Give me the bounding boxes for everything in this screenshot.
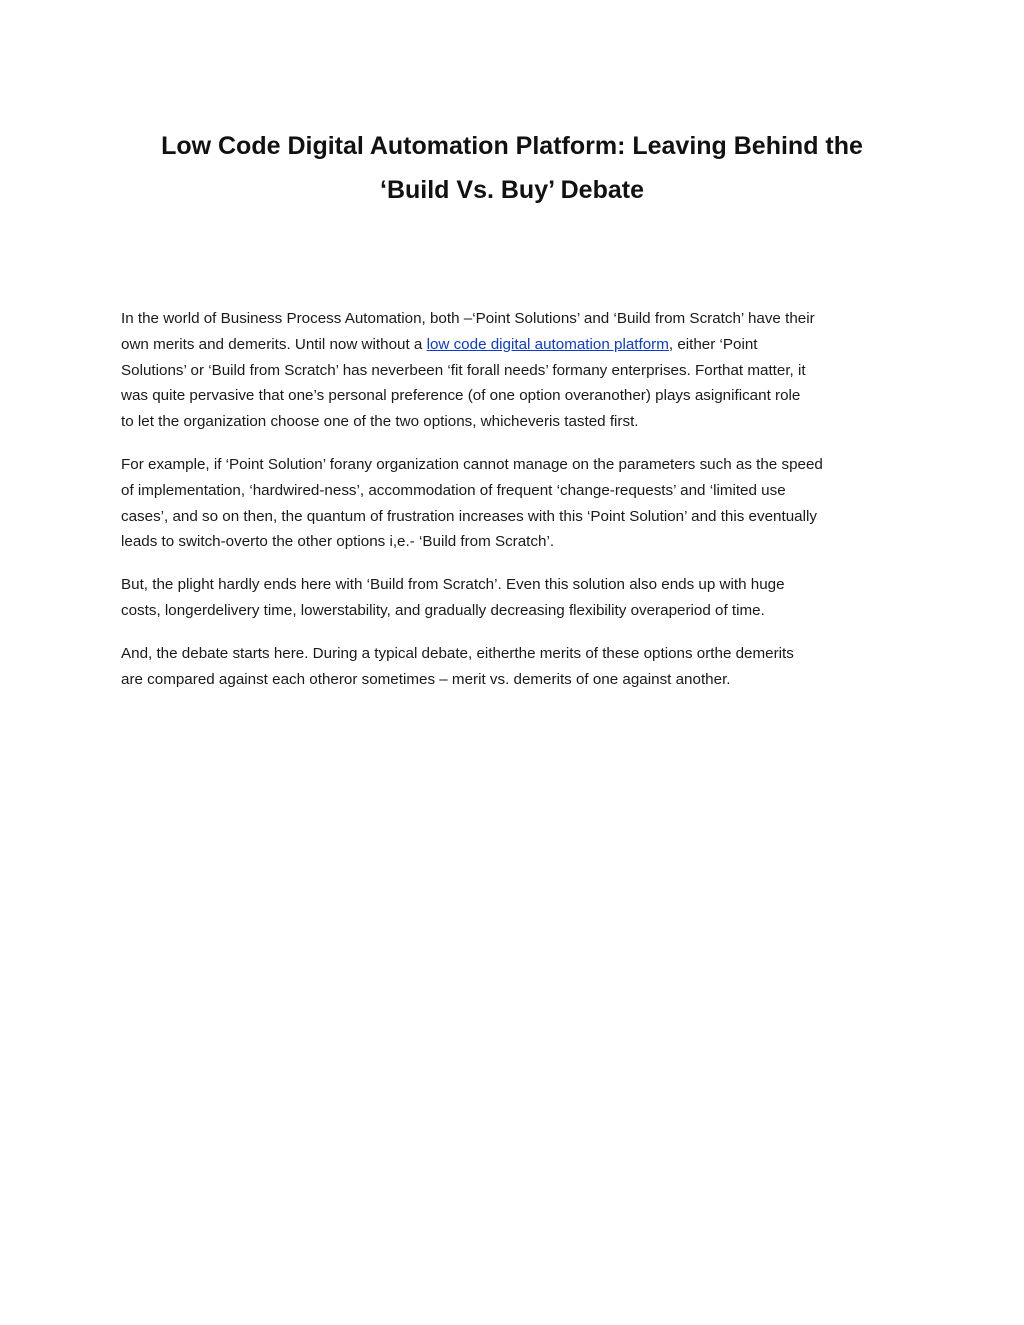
text-line: And, the debate starts here. During a typical debate, eitherthe merits of these options orthe demerits [121, 644, 794, 662]
text-fragment: own merits and demerits. Until now without a [121, 335, 427, 353]
title-line: Low Code Digital Automation Platform: Leaving Behind the [161, 132, 863, 160]
text-line [121, 332, 913, 358]
paragraph-plight [121, 572, 913, 624]
platform-link[interactable]: low code digital automation platform [426, 335, 669, 353]
text-line: In the world of Business Process Automation, both –‘Point Solutions’ and ‘Build from Scratch’ have their [121, 310, 815, 327]
text-line: of implementation, ‘hardwired-ness’, accommodation of frequent ‘change-requests’ and ‘limited use [121, 481, 786, 499]
text-line: Solutions’ or ‘Build from Scratch’ has neverbeen ‘fit forall needs’ formany enterprises. Forthat matter, it [121, 361, 806, 379]
paragraph-intro [121, 306, 913, 435]
text-line: leads to switch-overto the other options i,e.- ‘Build from Scratch’. [121, 533, 555, 551]
text-line: cases’, and so on then, the quantum of frustration increases with this ‘Point Solution’ and this eventually [121, 507, 817, 525]
document-body [121, 306, 913, 709]
text-line: are compared against each otheror sometimes – merit vs. demerits of one against another. [121, 670, 731, 688]
text-line: costs, longerdelivery time, lowerstability, and gradually decreasing flexibility overaperiod of time. [121, 601, 765, 619]
paragraph-example [121, 452, 913, 555]
document-title [120, 124, 904, 212]
text-line: was quite pervasive that one’s personal preference (of one option overanother) plays asignificant role [121, 387, 801, 405]
text-fragment: , either ‘Point [668, 335, 758, 353]
paragraph-debate [121, 641, 913, 693]
title-line: ‘Build Vs. Buy’ Debate [380, 176, 644, 204]
text-line: to let the organization choose one of the two options, whicheveris tasted first. [121, 413, 639, 431]
text-line: But, the plight hardly ends here with ‘Build from Scratch’. Even this solution also ends up with huge [121, 576, 785, 594]
text-line: For example, if ‘Point Solution’ forany organization cannot manage on the parameters such as the speed [121, 455, 823, 473]
